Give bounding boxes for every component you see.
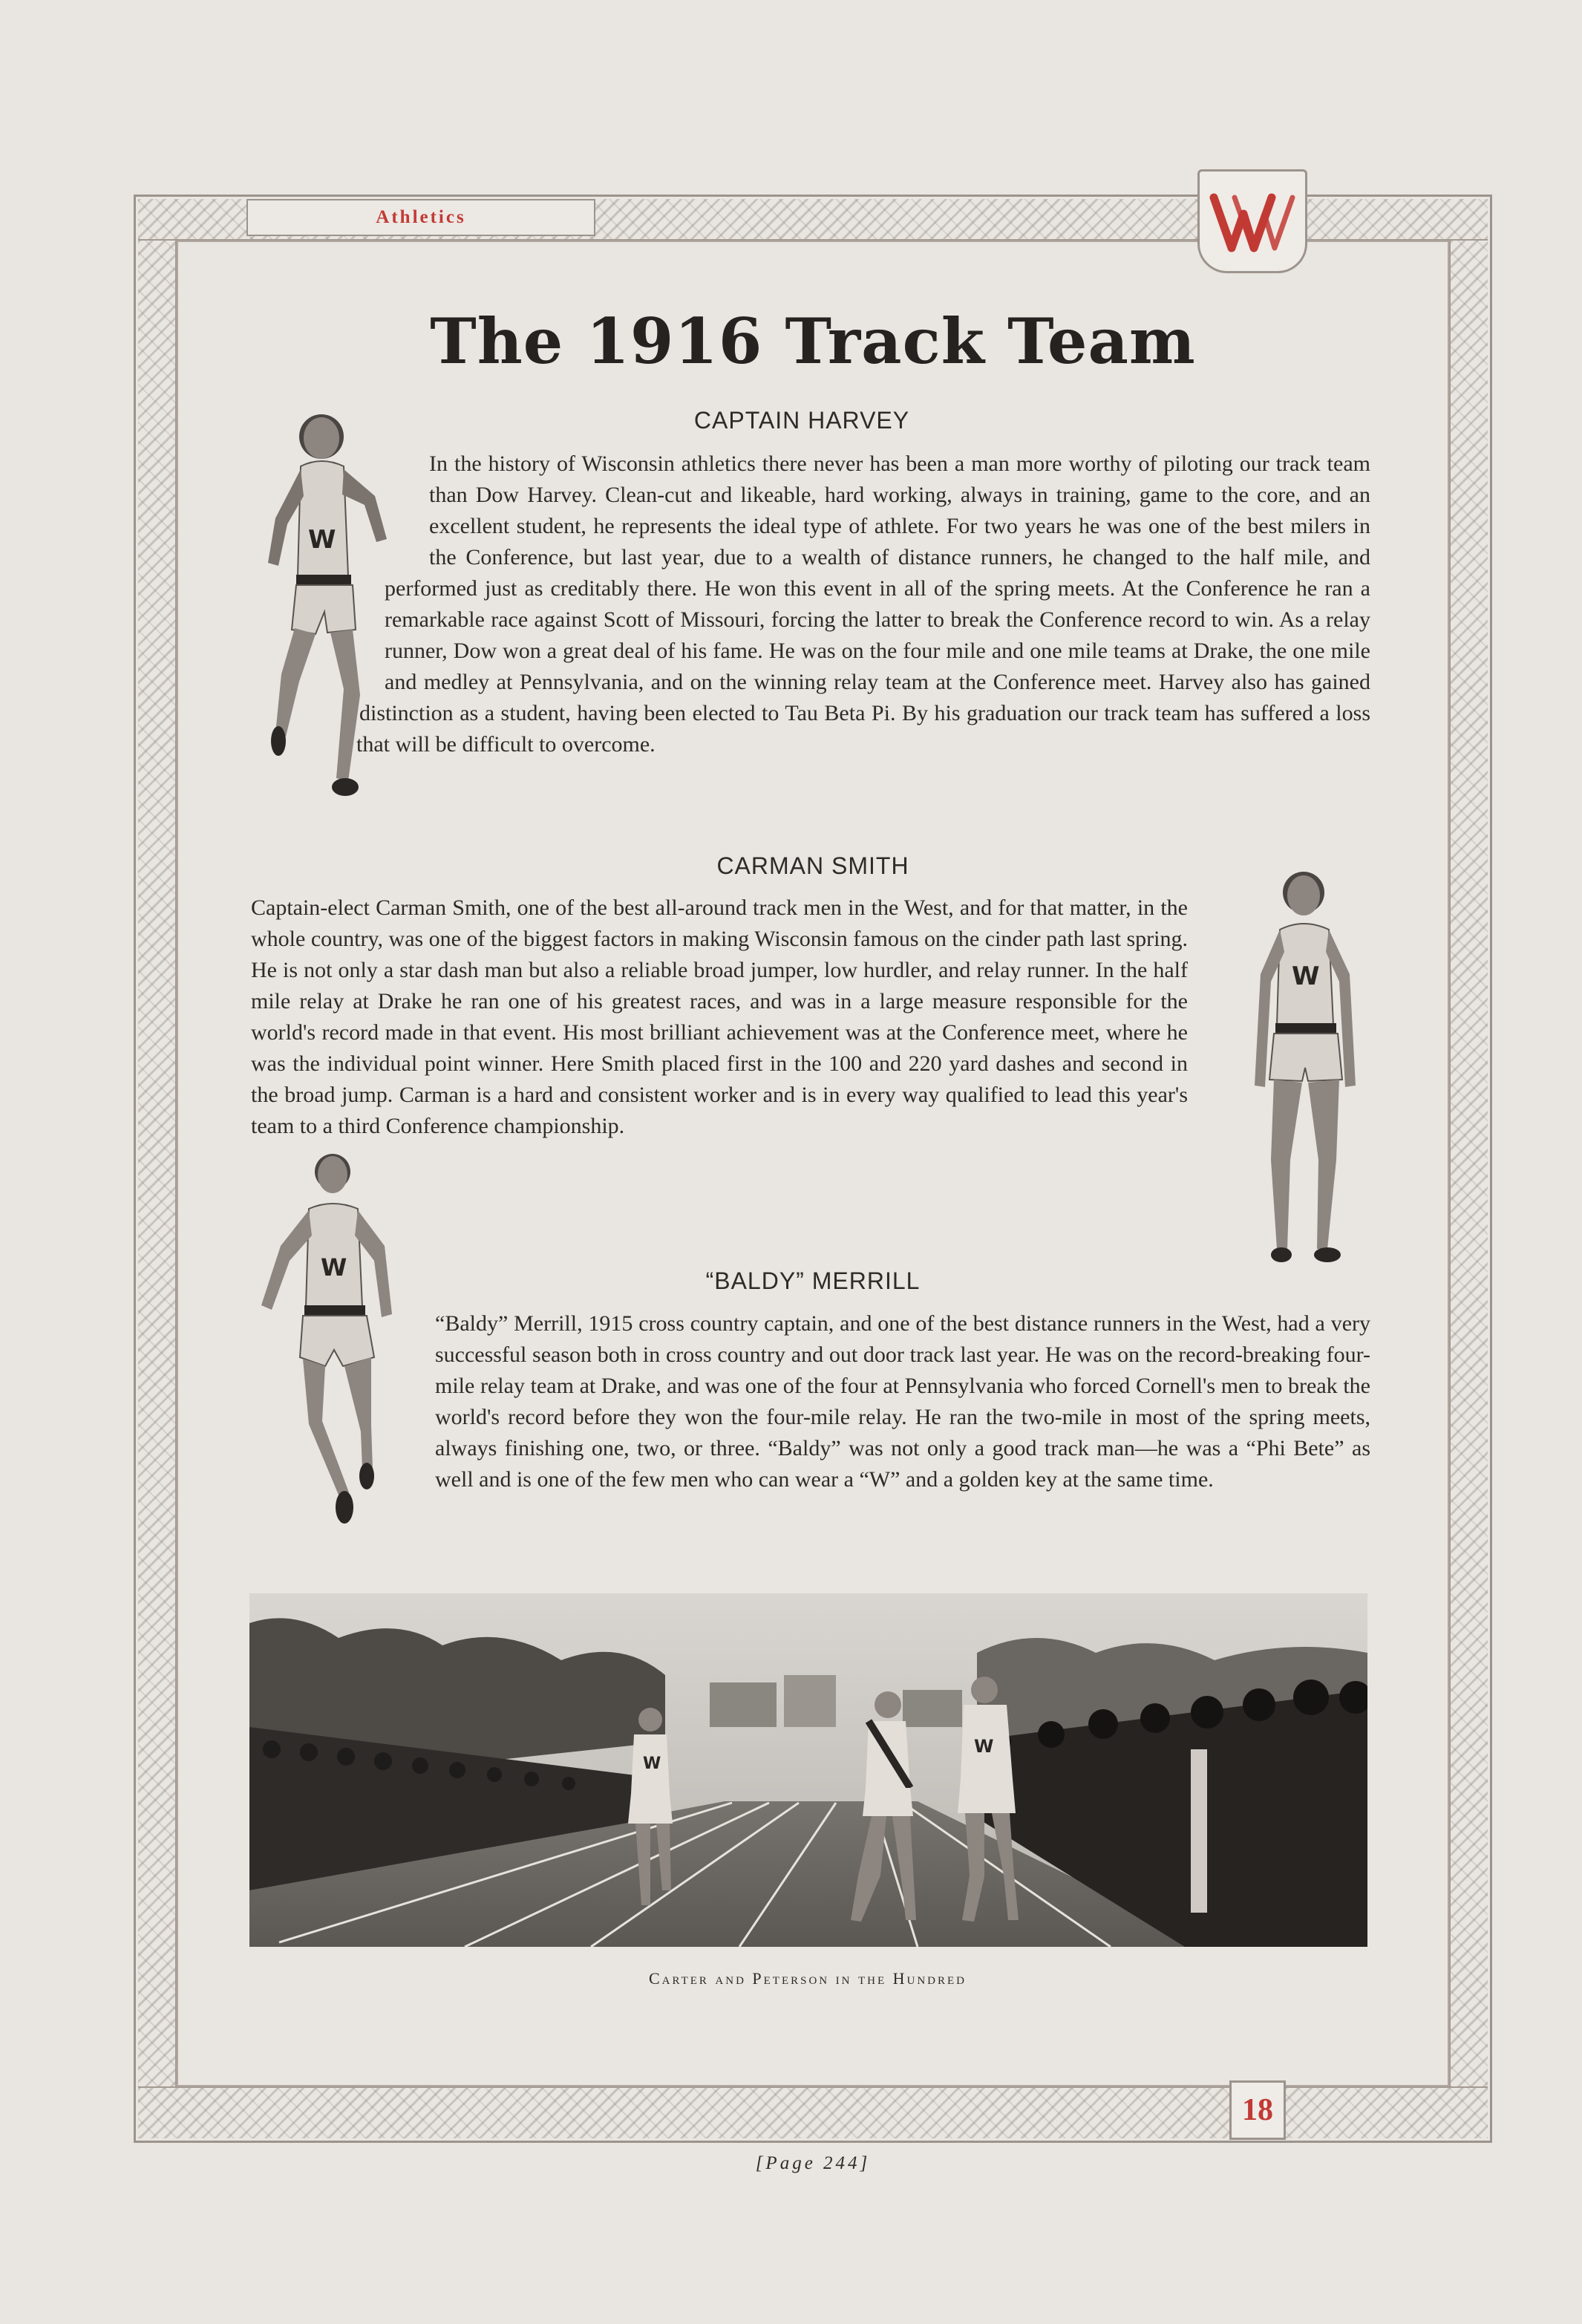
section-body-smith: Captain-elect Carman Smith, one of the best all-around track men in the West, and for that matter, in the whole country, was one of the biggest factors in making Wisconsin famous on the cinder path last spring. He is not only a star dash man but also a reliable broad jumper, low hurdler, and relay runner. In the half mile relay at Drake he ran one of his greatest races, and was in a large measure responsible for the world's record made in that event. His most brilliant achievement was at the Conference meet, where he was the individual point winner. Here Smith placed first in the 100 and 220 yard dashes and second in the broad jump. Carman is a hard and consistent worker and is in every way qualified to lead this year's team to a third Conference championship. [251,895,1188,1138]
wisconsin-logo [1197,169,1307,273]
smith-jersey-letter: W [1292,962,1320,991]
page-folio: [Page 244] [755,2153,871,2173]
photo-merrill [251,1149,407,1544]
harvey-jersey-letter: W [308,525,336,555]
section-heading-harvey: CAPTAIN HARVEY [693,407,910,434]
section-body-merrill: “Baldy” Merrill, 1915 cross country captain, and one of the best distance runners in the West, had a very successful season both in cross country and out door track last year. He was on the record-breaking four-mile relay team at Drake, and was one of the four at Pennsylvania who forced Cornell's men to break the world's record before they won the four-mile relay. He ran the two-mile in most of the spring meets, always finishing one, two, or three. “Baldy” was not only a good track man—he was a “Phi Bete” as well and is one of the few men who can wear a “W” and a golden key at the same time. [435,1311,1370,1492]
w-monogram-icon [1208,184,1297,258]
photo-smith [1225,863,1381,1270]
race-photograph [249,1593,1367,1947]
section-heading-smith: CARMAN SMITH [716,852,909,879]
runner-right-letter: W [974,1736,994,1757]
section-label-box [246,199,595,236]
border-ornament-right [1449,241,1488,2086]
page-box-number: 18 [1242,2093,1273,2127]
photo-caption: Carter and Peterson in the Hundred [648,1969,967,1988]
page-number-box [1229,2080,1286,2140]
merrill-jersey-letter: W [321,1253,347,1282]
page-title: The 1916 Track Team [430,304,1196,378]
section-body-harvey: In the history of Wisconsin athletics there never has been a man more worthy of piloting our track team than Dow Harvey. Clean-cut and likeable, hard working, always in training, game to the core, and an excellent student, he represents the ideal type of athlete. For two years he was one of the best milers in the Conference, but last year, due to a wealth of distance runners, he changed to the half mile, and performed just as creditably there. He won this event in all of the spring meets. At the Conference he ran a remarkable race against Scott of Missouri, forcing the latter to break the Conference record to win. As a relay runner, Dow won a great deal of his fame. He was on the four mile and one mile teams at Drake, the one mile and medley at Pennsylvania, and on the winning relay team at the Conference meet. Harvey also has gained distinction as a student, having been elected to Tau Beta Pi. By his graduation our track team has suffered a loss that will be difficult to overcome. [356,451,1370,757]
runner-left-letter: W [643,1755,661,1773]
section-heading-merrill: “BALDY” MERRILL [705,1267,921,1294]
section-label: Athletics [376,207,466,227]
race-scene [249,1593,1367,1947]
border-ornament-left [138,241,177,2086]
